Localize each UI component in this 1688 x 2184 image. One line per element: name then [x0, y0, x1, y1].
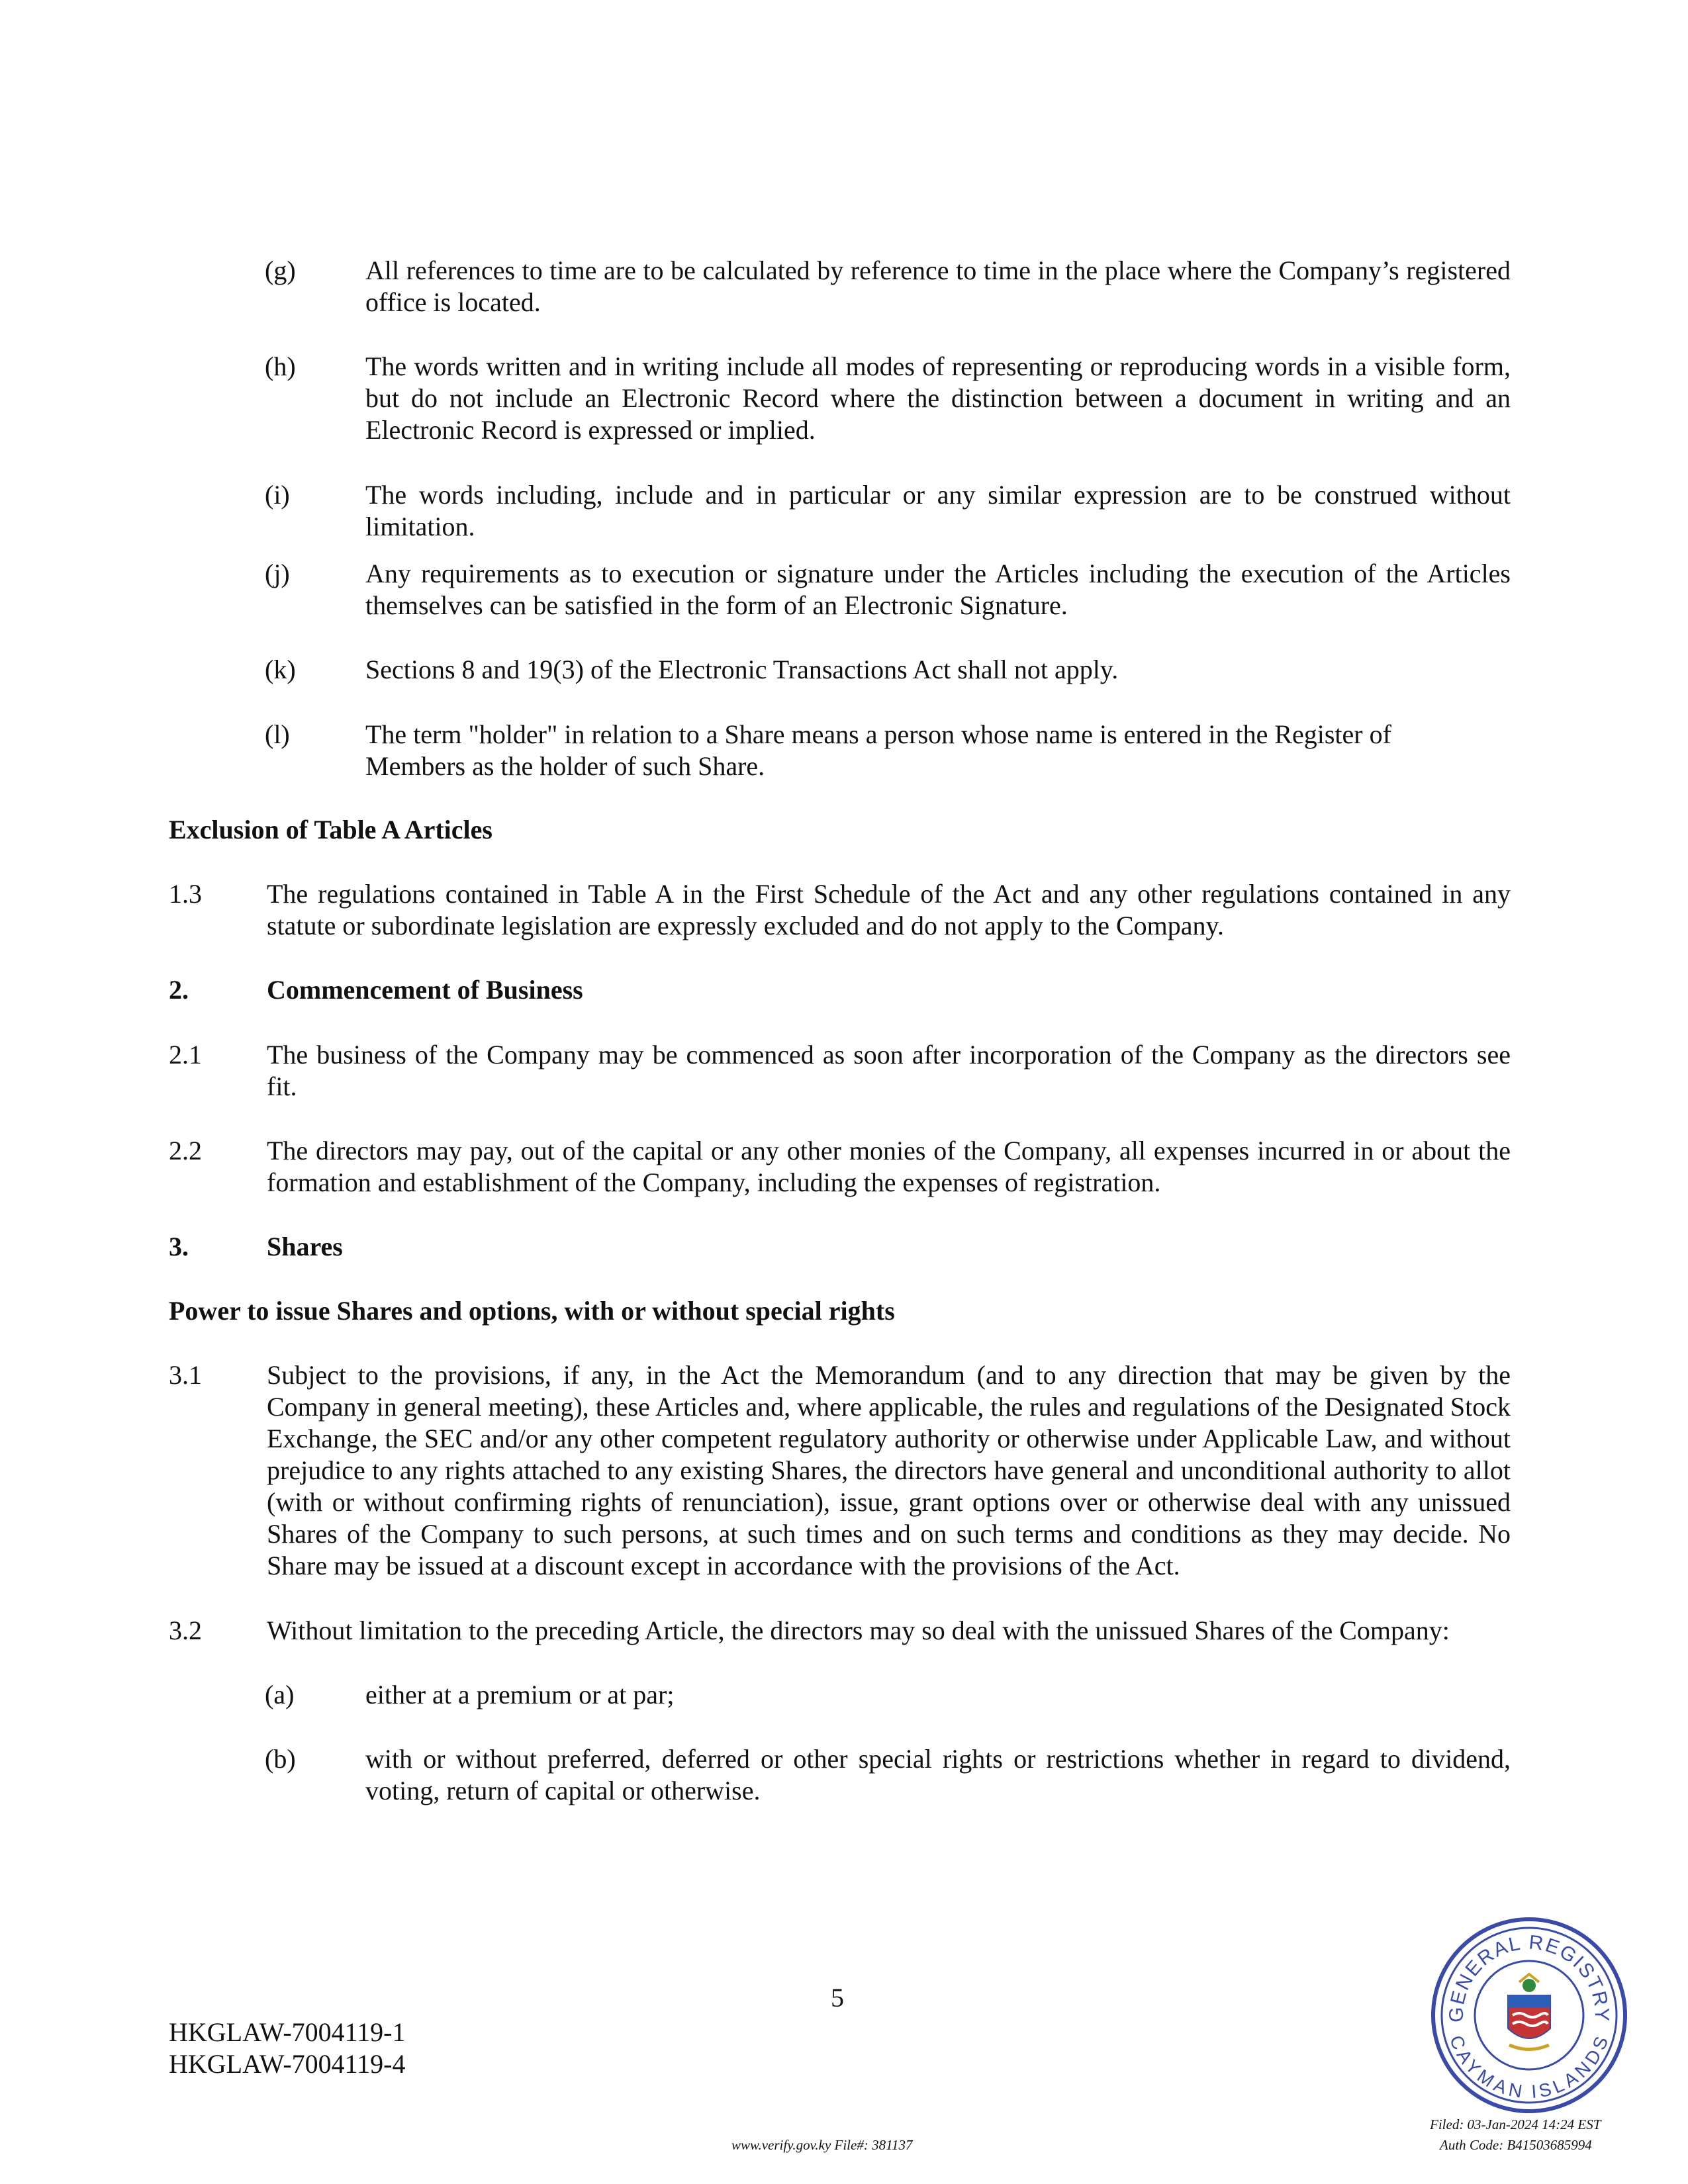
list-text-h: The words written and in writing include all modes of representing or reproducing words in a visible form, but do not include an Electronic Record where the distinction between a document in writing and an Electronic Record is expressed or implied. — [365, 351, 1511, 445]
list-label-a: (a) — [265, 1680, 295, 1709]
clause-text-2-1: The business of the Company may be commenced as soon after incorporation of the Company as the directors see fit. — [267, 1040, 1511, 1101]
auth-code-text: Auth Code: B41503685994 — [1440, 2137, 1592, 2153]
heading-shares: Shares — [267, 1232, 343, 1261]
list-text-b: with or without preferred, deferred or other special rights or restrictions whether in regard to dividend, voting, return of capital or otherwise. — [365, 1744, 1511, 1805]
seal-top-text: GENERAL REGISTRY — [1445, 1931, 1613, 2023]
clause-number-2-1: 2.1 — [169, 1040, 202, 1069]
doc-ref-2: HKGLAW-7004119-4 — [169, 2049, 406, 2079]
verify-link-text: www.verify.gov.ky File#: 381137 — [731, 2137, 913, 2153]
general-registry-seal-icon — [1430, 1916, 1628, 2115]
heading-commencement: Commencement of Business — [267, 975, 583, 1005]
list-text-g: All references to time are to be calculated by reference to time in the place where the Company’s registered office is located. — [365, 255, 1511, 317]
section-number-2: 2. — [169, 975, 189, 1005]
list-text-i: The words including, include and in particular or any similar expression are to be construed without limitation. — [365, 480, 1511, 541]
list-label-l: (l) — [265, 719, 290, 749]
clause-number-3-2: 3.2 — [169, 1615, 202, 1645]
section-number-3: 3. — [169, 1232, 189, 1261]
clause-text-3-2: Without limitation to the preceding Article, the directors may so deal with the unissued Shares of the Company: — [267, 1615, 1450, 1645]
list-text-k: Sections 8 and 19(3) of the Electronic Transactions Act shall not apply. — [365, 655, 1119, 684]
list-label-j: (j) — [265, 559, 290, 588]
doc-ref-1: HKGLAW-7004119-1 — [169, 2017, 406, 2047]
clause-text-2-2: The directors may pay, out of the capital or any other monies of the Company, all expenses incurred in or about the formation and establishment of the Company, including the expenses of registration. — [267, 1136, 1511, 1197]
list-label-h: (h) — [265, 351, 296, 381]
list-text-l: The term "holder" in relation to a Share means a person whose name is entered in the Register of Members as the holder of such Share. — [365, 719, 1391, 781]
clause-number-3-1: 3.1 — [169, 1360, 202, 1390]
list-text-j: Any requirements as to execution or signature under the Articles including the execution of the Articles themselves can be satisfied in the form of an Electronic Signature. — [365, 559, 1511, 620]
list-text-a: either at a premium or at par; — [365, 1680, 675, 1709]
clause-text-3-1: Subject to the provisions, if any, in the Act the Memorandum (and to any direction that may be given by the Company in general meeting), these Articles and, where applicable, the rules and regulations of the Designated Stock Exchange, the SEC and/or any other competent regulatory authority or otherwise under Applicable Law, and without prejudice to any rights attached to any existing Shares, the directors have general and unconditional authority to allot (with or without confirming rights of renunciation), issue, grant options over or otherwise deal with any unissued Shares of the Company to such persons, at such times and on such terms and conditions as they may decide. No Share may be issued at a discount except in accordance with the provisions of the Act. — [267, 1360, 1511, 1580]
list-label-i: (i) — [265, 480, 290, 510]
clause-number-1-3: 1.3 — [169, 879, 202, 909]
filed-stamp-text: Filed: 03-Jan-2024 14:24 EST — [1430, 2116, 1601, 2132]
list-label-b: (b) — [265, 1744, 296, 1774]
clause-number-2-2: 2.2 — [169, 1136, 202, 1165]
page-number: 5 — [831, 1983, 844, 2013]
heading-power-to-issue: Power to issue Shares and options, with or without special rights — [169, 1296, 895, 1326]
list-label-g: (g) — [265, 255, 296, 285]
list-label-k: (k) — [265, 655, 296, 684]
heading-exclusion: Exclusion of Table A Articles — [169, 815, 492, 844]
clause-text-1-3: The regulations contained in Table A in the First Schedule of the Act and any other regulations contained in any statute or subordinate legislation are expressly excluded and do not apply to the Company. — [267, 879, 1511, 940]
seal-bottom-text: CAYMAN ISLANDS — [1445, 2032, 1613, 2103]
